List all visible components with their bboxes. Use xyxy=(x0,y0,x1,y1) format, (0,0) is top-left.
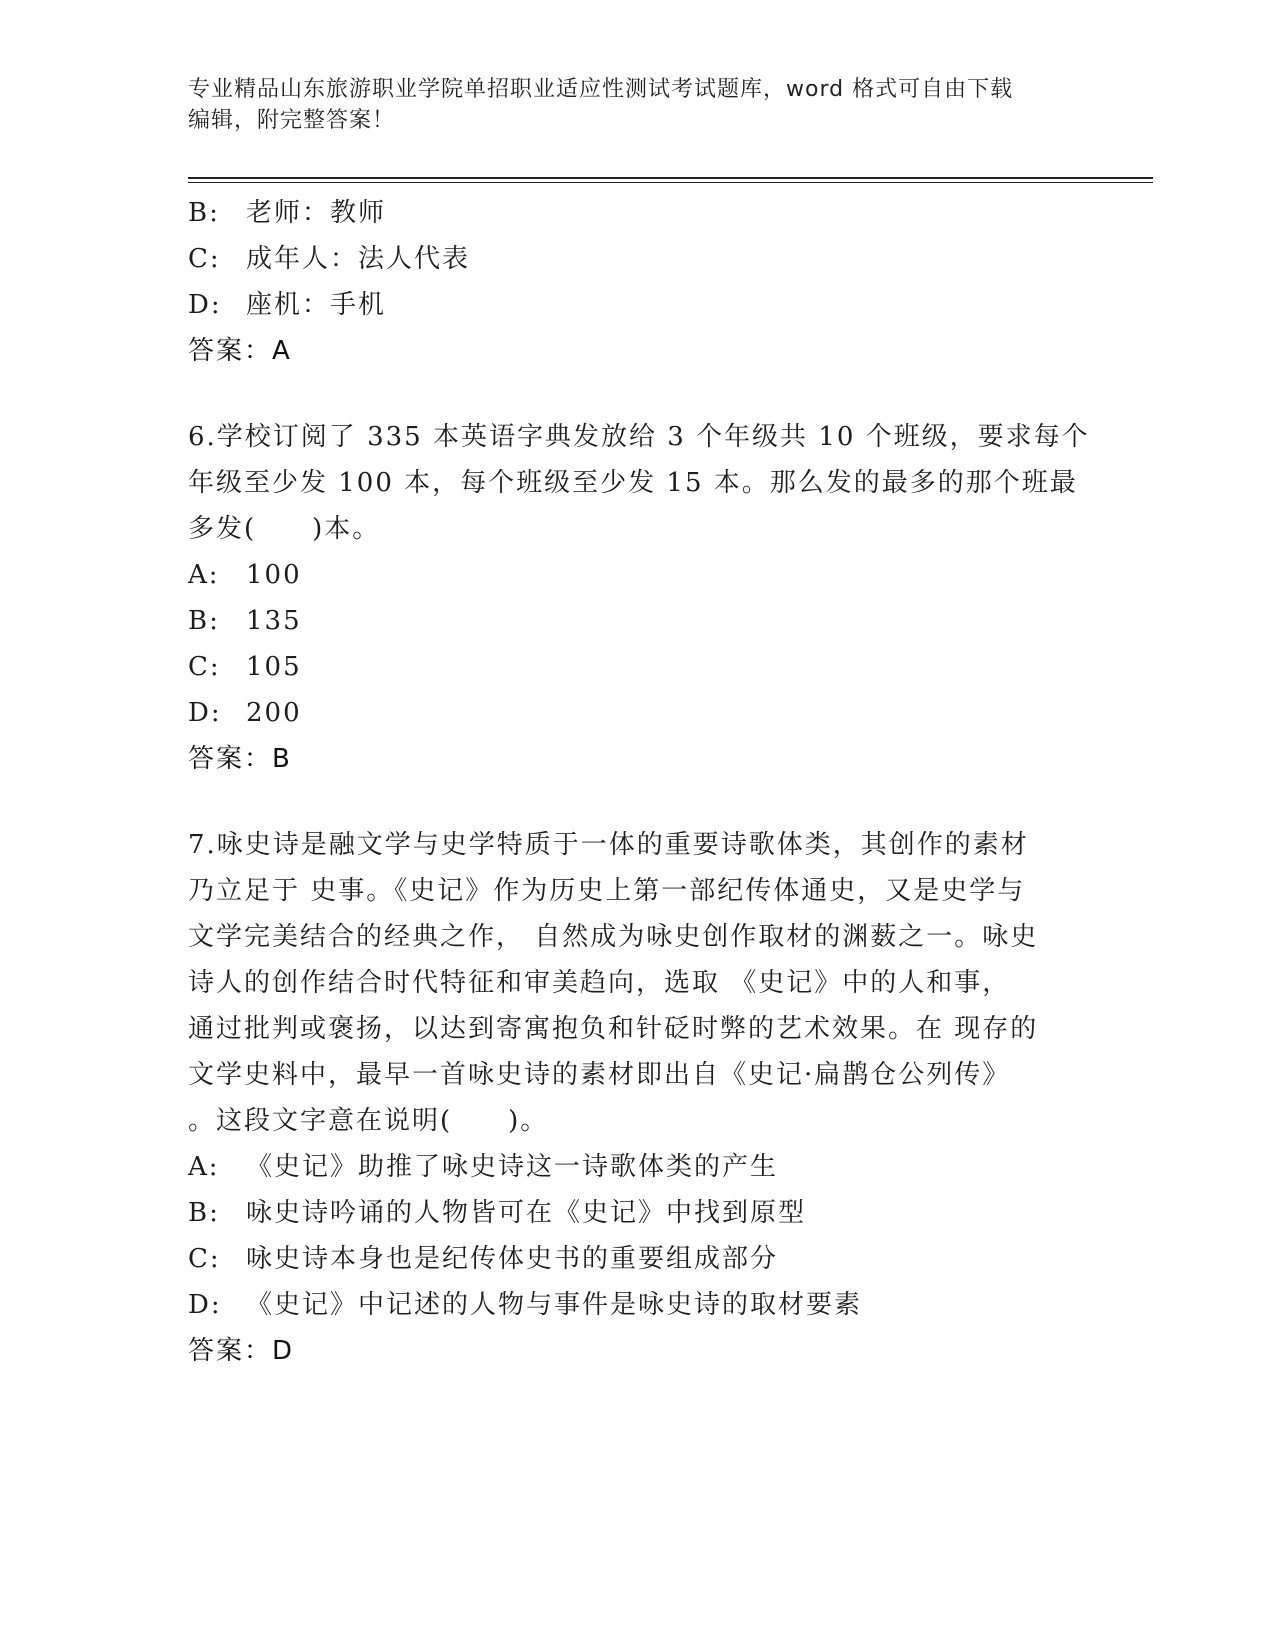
option-text: 老师：教师 xyxy=(246,198,387,228)
stem-line: 通过批判或褒扬，以达到寄寓抱负和针砭时弊的艺术效果。在 现存的 xyxy=(188,1014,1039,1044)
option-text: 100 xyxy=(246,560,302,590)
header-line-2: 编辑，附完整答案！ xyxy=(188,108,396,133)
question-5 xyxy=(188,190,1068,374)
header-line-1: 专业精品山东旅游职业学院单招职业适应性测试考试题库，word 格式可自由下载 xyxy=(188,77,1014,102)
answer-line: 答案：A xyxy=(188,336,292,366)
question-stem xyxy=(188,822,1068,1144)
header-rule-thick xyxy=(188,177,1153,179)
option-letter: D: xyxy=(188,1290,222,1320)
option-letter: A: xyxy=(188,1152,220,1182)
answer-line: 答案：B xyxy=(188,744,292,774)
option-letter: D: xyxy=(188,698,222,728)
question-7 xyxy=(188,822,1068,1374)
stem-line: 多发( )本。 xyxy=(188,514,381,544)
option-c xyxy=(188,644,1068,690)
option-text: 咏史诗吟诵的人物皆可在《史记》中找到原型 xyxy=(246,1198,807,1228)
option-text: 105 xyxy=(246,652,302,682)
option-letter: C: xyxy=(188,652,221,682)
stem-line: 7.咏史诗是融文学与史学特质于一体的重要诗歌体类，其创作的素材 xyxy=(188,830,1029,860)
option-letter: D: xyxy=(188,290,222,320)
option-b xyxy=(188,1190,1068,1236)
option-text: 座机：手机 xyxy=(246,290,387,320)
option-b xyxy=(188,190,1068,236)
option-letter: A: xyxy=(188,560,220,590)
option-letter: B: xyxy=(188,606,220,636)
page-header xyxy=(188,74,1088,136)
stem-line: 文学史料中，最早一首咏史诗的素材即出自《史记·扁鹊仓公列传》 xyxy=(188,1060,1011,1090)
option-text: 135 xyxy=(246,606,302,636)
stem-line: 6.学校订阅了 335 本英语字典发放给 3 个年级共 10 个班级，要求每个 xyxy=(188,422,1090,452)
option-letter: B: xyxy=(188,1198,220,1228)
question-6 xyxy=(188,414,1090,782)
option-d xyxy=(188,1282,1068,1328)
stem-line: 文学完美结合的经典之作， 自然成为咏史创作取材的渊薮之一。咏史 xyxy=(188,922,1039,952)
option-text: 成年人：法人代表 xyxy=(246,244,471,274)
question-content xyxy=(188,190,1090,1374)
answer-line: 答案：D xyxy=(188,1336,295,1366)
option-text: 咏史诗本身也是纪传体史书的重要组成部分 xyxy=(246,1244,779,1274)
stem-line: 。这段文字意在说明( )。 xyxy=(188,1106,549,1136)
option-d xyxy=(188,690,1068,736)
option-letter: C: xyxy=(188,244,221,274)
option-d xyxy=(188,282,1068,328)
option-letter: C: xyxy=(188,1244,221,1274)
option-b xyxy=(188,598,1068,644)
stem-line: 年级至少发 100 本，每个班级至少发 15 本。那么发的最多的那个班最 xyxy=(188,468,1078,498)
option-text: 《史记》中记述的人物与事件是咏史诗的取材要素 xyxy=(246,1290,863,1320)
option-text: 200 xyxy=(246,698,302,728)
question-stem xyxy=(188,414,1090,552)
stem-line: 乃立足于 史事。《史记》作为历史上第一部纪传体通史，又是史学与 xyxy=(188,876,1026,906)
option-a xyxy=(188,552,1068,598)
option-c xyxy=(188,236,1068,282)
stem-line: 诗人的创作结合时代特征和审美趋向，选取 《史记》中的人和事， xyxy=(188,968,1011,998)
header-rule-thin xyxy=(188,182,1153,183)
option-c xyxy=(188,1236,1068,1282)
option-text: 《史记》助推了咏史诗这一诗歌体类的产生 xyxy=(246,1152,779,1182)
option-letter: B: xyxy=(188,198,220,228)
option-a xyxy=(188,1144,1068,1190)
